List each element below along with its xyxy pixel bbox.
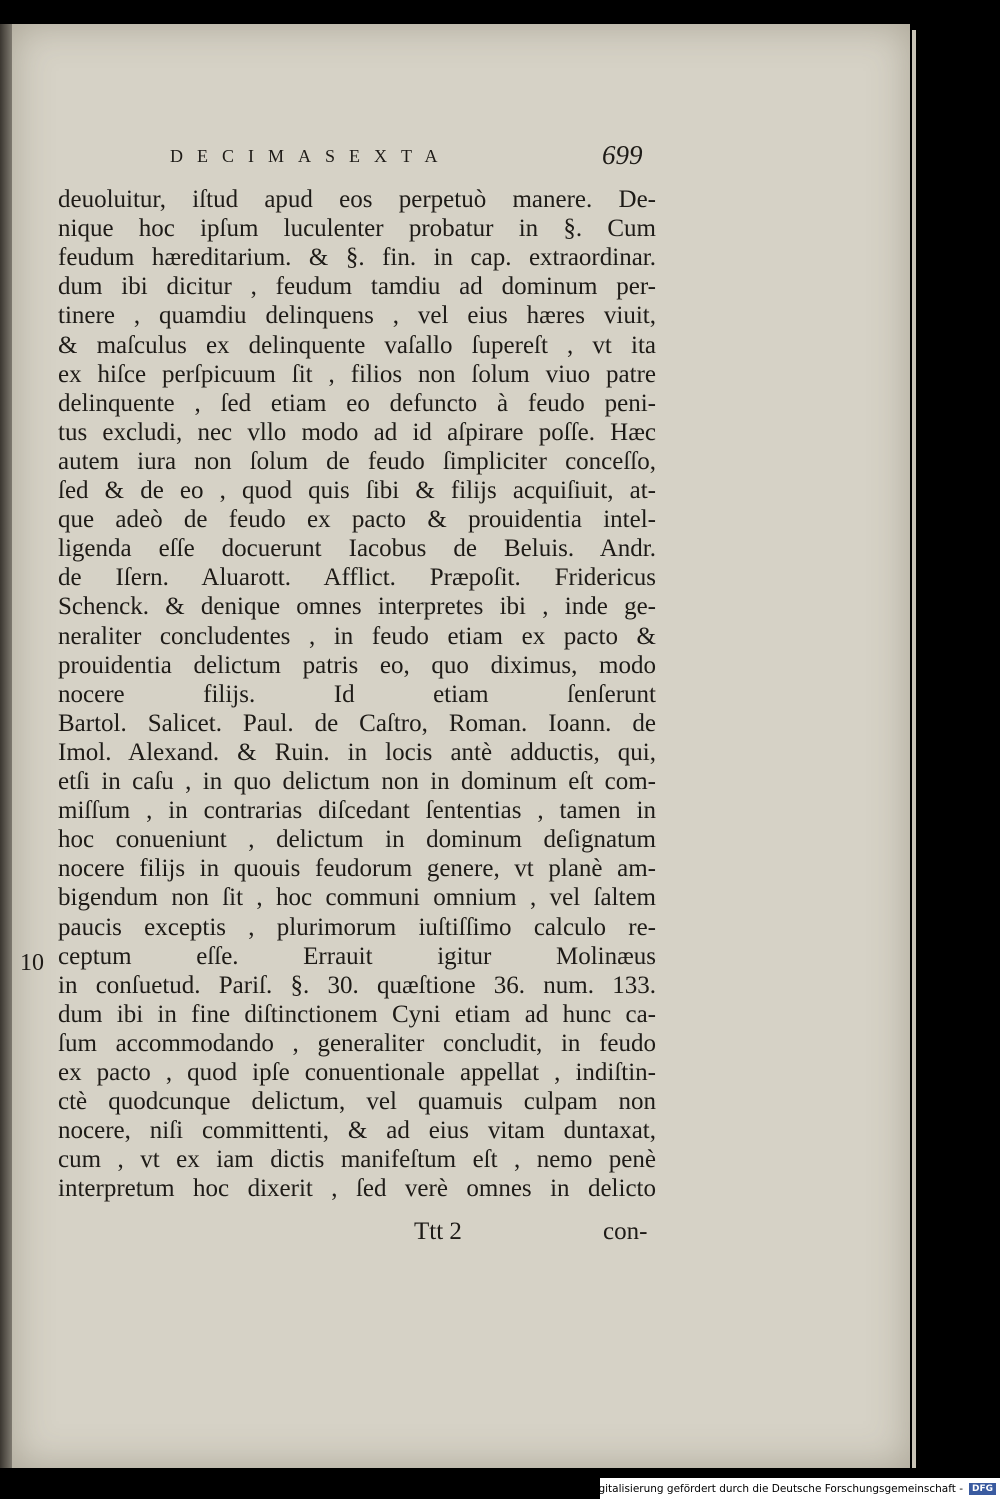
text-line: ex hiſce perſpicuum ſit , filios non ſolum viuo patre	[58, 360, 656, 388]
text-line: tinere , quamdiu delinquens , vel eius hæres viuit,	[58, 302, 656, 330]
dfg-logo: DFG	[969, 1483, 996, 1495]
text-line: paucis exceptis , plurimorum iuſtiſſimo calculo re-	[58, 913, 656, 941]
text-line: dum ibi in fine diſtinctionem Cyni etiam ad hunc ca-	[58, 1000, 656, 1028]
text-line: nocere filijs in quouis feudorum genere, vt planè am-	[58, 855, 656, 883]
text-line: miſſum , in contrarias diſcedant ſententias , tamen in	[58, 797, 656, 825]
text-line: que adeò de feudo ex pacto & prouidentia intel-	[58, 506, 656, 534]
text-line: neraliter concludentes , in feudo etiam ex pacto &	[58, 622, 656, 650]
text-line: cum , vt ex iam dictis manifeſtum eſt , nemo penè	[58, 1146, 656, 1174]
text-line: bigendum non ſit , hoc communi omnium , vel ſaltem	[58, 884, 656, 912]
text-line: ſed & de eo , quod quis ſibi & filijs acquiſiuit, at-	[58, 477, 656, 504]
text-line: ex pacto , quod ipſe conuentionale appellat , indiſtin-	[58, 1059, 656, 1086]
text-line: delinquente , ſed etiam eo defuncto à feudo peni-	[58, 389, 656, 417]
text-line: ſum accommodando , generaliter concludit, in feudo	[58, 1029, 656, 1057]
digitization-footer	[587, 1478, 1000, 1499]
signature-mark: Ttt 2	[414, 1218, 462, 1245]
footer-credit-text: Digitalisierung gefördert durch die Deutsche Forschungsgemeinschaft -	[587, 1482, 963, 1495]
text-line: feudum hæreditarium. & §. fin. in cap. extraordinar.	[58, 244, 656, 272]
text-line: nocere, niſi committenti, & ad eius vitam duntaxat,	[58, 1117, 656, 1145]
text-line: Imol. Alexand. & Ruin. in locis antè adductis, qui,	[58, 738, 656, 766]
text-line: dum ibi dicitur , feudum tamdiu ad dominum per-	[58, 273, 656, 301]
running-head: DECIMASEXTA	[170, 146, 452, 166]
text-line: Bartol. Salicet. Paul. de Caſtro, Roman. Ioann. de	[58, 709, 656, 737]
text-line: autem iura non ſolum de feudo ſimpliciter conceſſo,	[58, 447, 656, 475]
text-line: interpretum hoc dixerit , ſed verè omnes in delicto	[58, 1175, 656, 1203]
text-line: tus excludi, nec vllo modo ad id aſpirare poſſe. Hæc	[58, 418, 656, 446]
text-line: etſi in caſu , in quo delictum non in dominum eſt com-	[58, 768, 656, 795]
text-line: ligenda eſſe docuerunt Iacobus de Beluis. Andr.	[58, 535, 656, 563]
text-line: deuoluitur, iſtud apud eos perpetuò manere. De-	[58, 186, 656, 213]
text-line: nique hoc ipſum luculenter probatur in §. Cum	[58, 215, 656, 243]
text-line: Schenck. & denique omnes interpretes ibi , inde ge-	[58, 593, 656, 621]
text-line: prouidentia delictum patris eo, quo diximus, modo	[58, 651, 656, 679]
text-line: in conſuetud. Pariſ. §. 30. quæſtione 36. num. 133.	[58, 971, 656, 999]
text-line: de Iſern. Aluarott. Afflict. Præpoſit. Fridericus	[58, 564, 656, 592]
text-line: & maſculus ex delinquente vaſallo ſupereſt , vt ita	[58, 331, 656, 359]
text-line: hoc conueniunt , delictum in dominum deſignatum	[58, 826, 656, 854]
catchword: con-	[603, 1218, 648, 1245]
text-line: nocere filijs. Id etiam ſenſerunt	[58, 680, 656, 708]
margin-line-number: 10	[20, 950, 44, 976]
page-number: 699	[602, 140, 643, 170]
text-line: ctè quodcunque delictum, vel quamuis culpam non	[58, 1088, 656, 1116]
text-line: ceptum eſſe. Errauit igitur Molinæus	[58, 942, 656, 970]
